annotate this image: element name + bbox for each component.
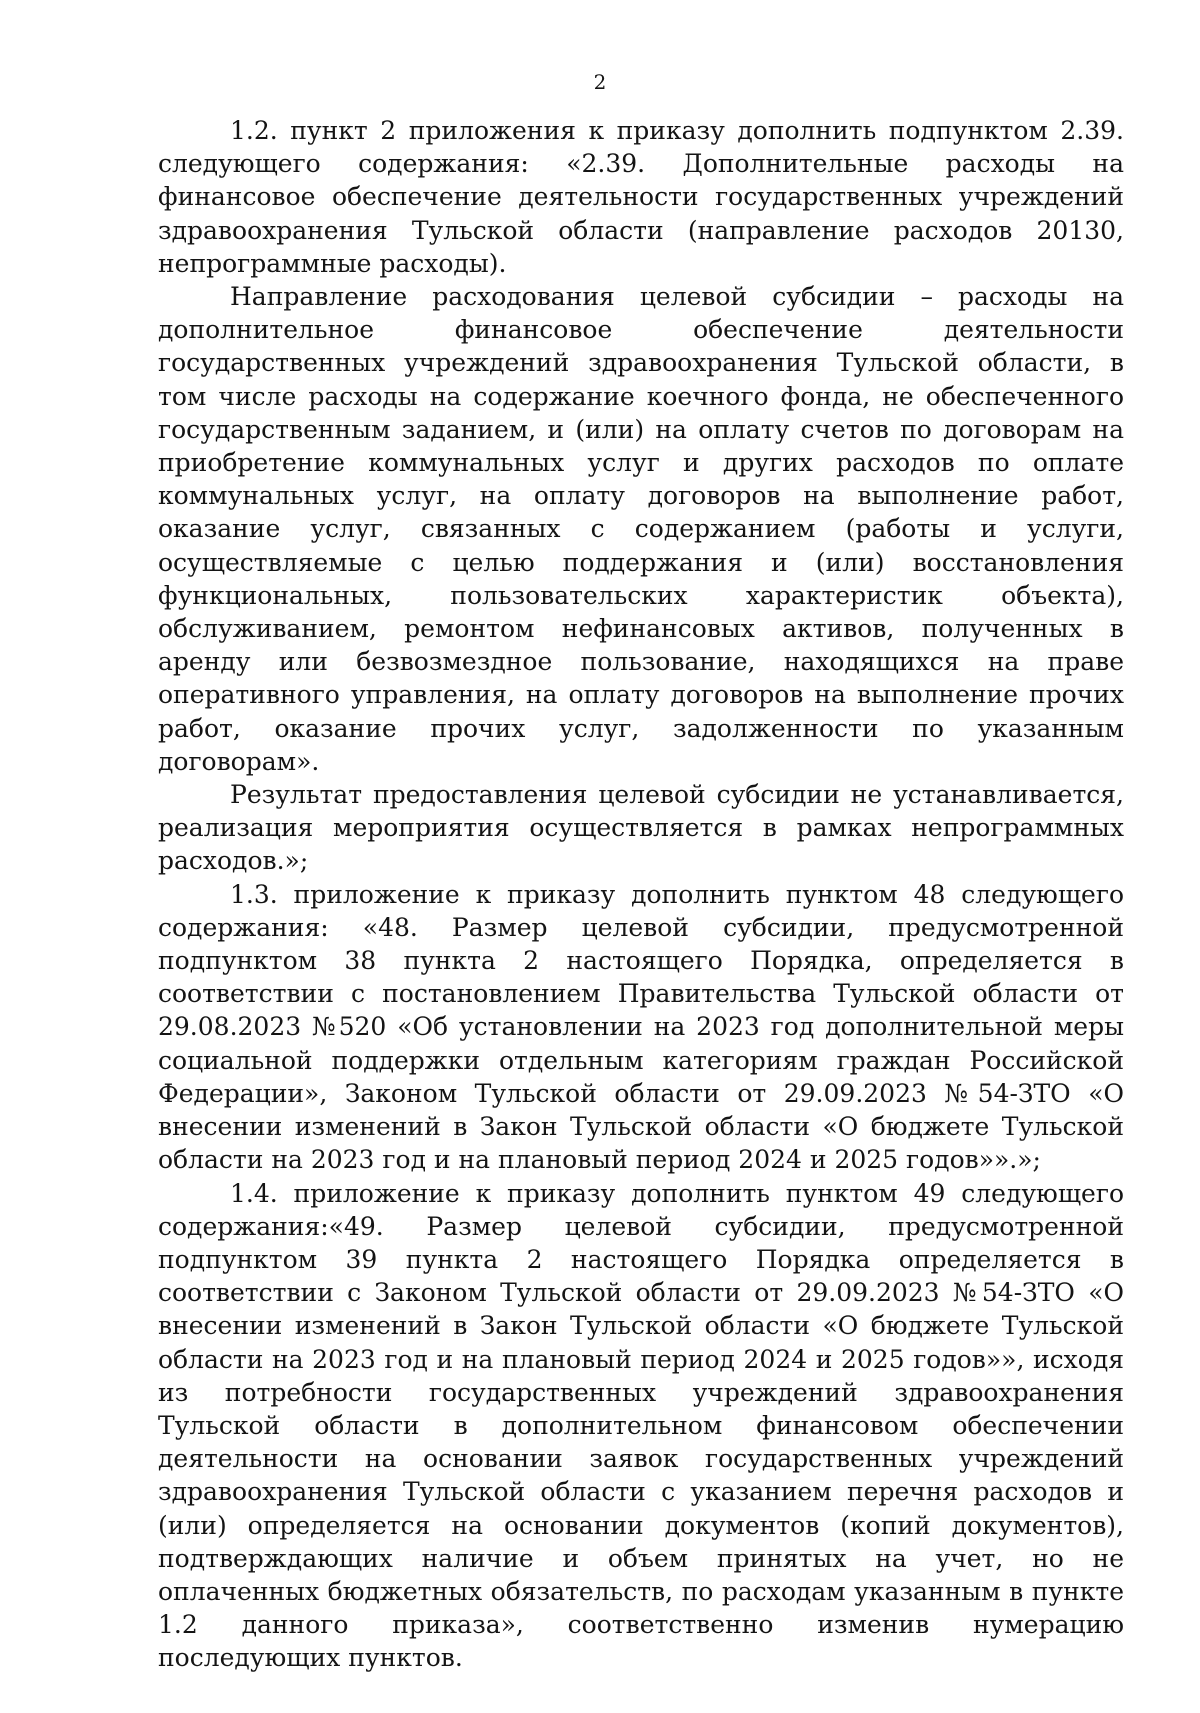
document-body (158, 114, 1124, 1675)
paragraph-subsidy-result: Результат предоставления целевой субсидии не устанавливается, реализация мероприятия осуществляется в рамках непрограммных расходов.»; (158, 780, 1124, 876)
paragraph-item-1-4: 1.4. приложение к приказу дополнить пунктом 49 следующего содержания:«49. Размер целевой субсидии, предусмотренной подпунктом 39 пункта 2 настоящего Порядка определяется в соответствии с Законом Тульской области от 29.09.2023 №54-ЗТО «О внесении изменений в Закон Тульской области «О бюджете Тульской области на 2023 год и на плановый период 2024 и 2025 годов»», исходя из потребности государственных учреждений здравоохранения Тульской области в дополнительном финансовом обеспечении деятельности на основании заявок государственных учреждений здравоохранения Тульской области с указанием перечня расходов и (или) определяется на основании документов (копий документов), подтверждающих наличие и объем принятых на учет, но не оплаченных бюджетных обязательств, по расходам указанным в пункте 1.2 данного приказа», соответственно изменив нумерацию последующих пунктов. (158, 1178, 1124, 1673)
page-number: 2 (593, 70, 607, 94)
paragraph-item-1-3: 1.3. приложение к приказу дополнить пунктом 48 следующего содержания: «48. Размер целевой субсидии, предусмотренной подпунктом 38 пункта 2 настоящего Порядка, определяется в соответствии с постановлением Правительства Тульской области от 29.08.2023 №520 «Об установлении на 2023 год дополнительной меры социальной поддержки отдельным категориям граждан Российской Федерации», Законом Тульской области от 29.09.2023 №54-ЗТО «О внесении изменений в Закон Тульской области «О бюджете Тульской области на 2023 год и на плановый период 2024 и 2025 годов»».»; (158, 879, 1124, 1175)
paragraph-subsidy-direction: Направление расходования целевой субсидии – расходы на дополнительное финансовое обеспечение деятельности государственных учреждений здравоохранения Тульской области, в том числе расходы на содержание коечного фонда, не обеспеченного государственным заданием, и (или) на оплату счетов по договорам на приобретение коммунальных услуг и других расходов по оплате коммунальных услуг, на оплату договоров на выполнение работ, оказание услуг, связанных с содержанием (работы и услуги, осуществляемые с целью поддержания и (или) восстановления функциональных, пользовательских характеристик объекта), обслуживанием, ремонтом нефинансовых активов, полученных в аренду или безвозмездное пользование, находящихся на праве оперативного управления, на оплату договоров на выполнение прочих работ, оказание прочих услуг, задолженности по указанным договорам». (158, 282, 1124, 776)
paragraph-item-1-2: 1.2. пункт 2 приложения к приказу дополнить подпунктом 2.39. следующего содержания: «2.39. Дополнительные расходы на финансовое обеспечение деятельности государственных учреждений здравоохранения Тульской области (направление расходов 20130, непрограммные расходы). (158, 116, 1124, 278)
